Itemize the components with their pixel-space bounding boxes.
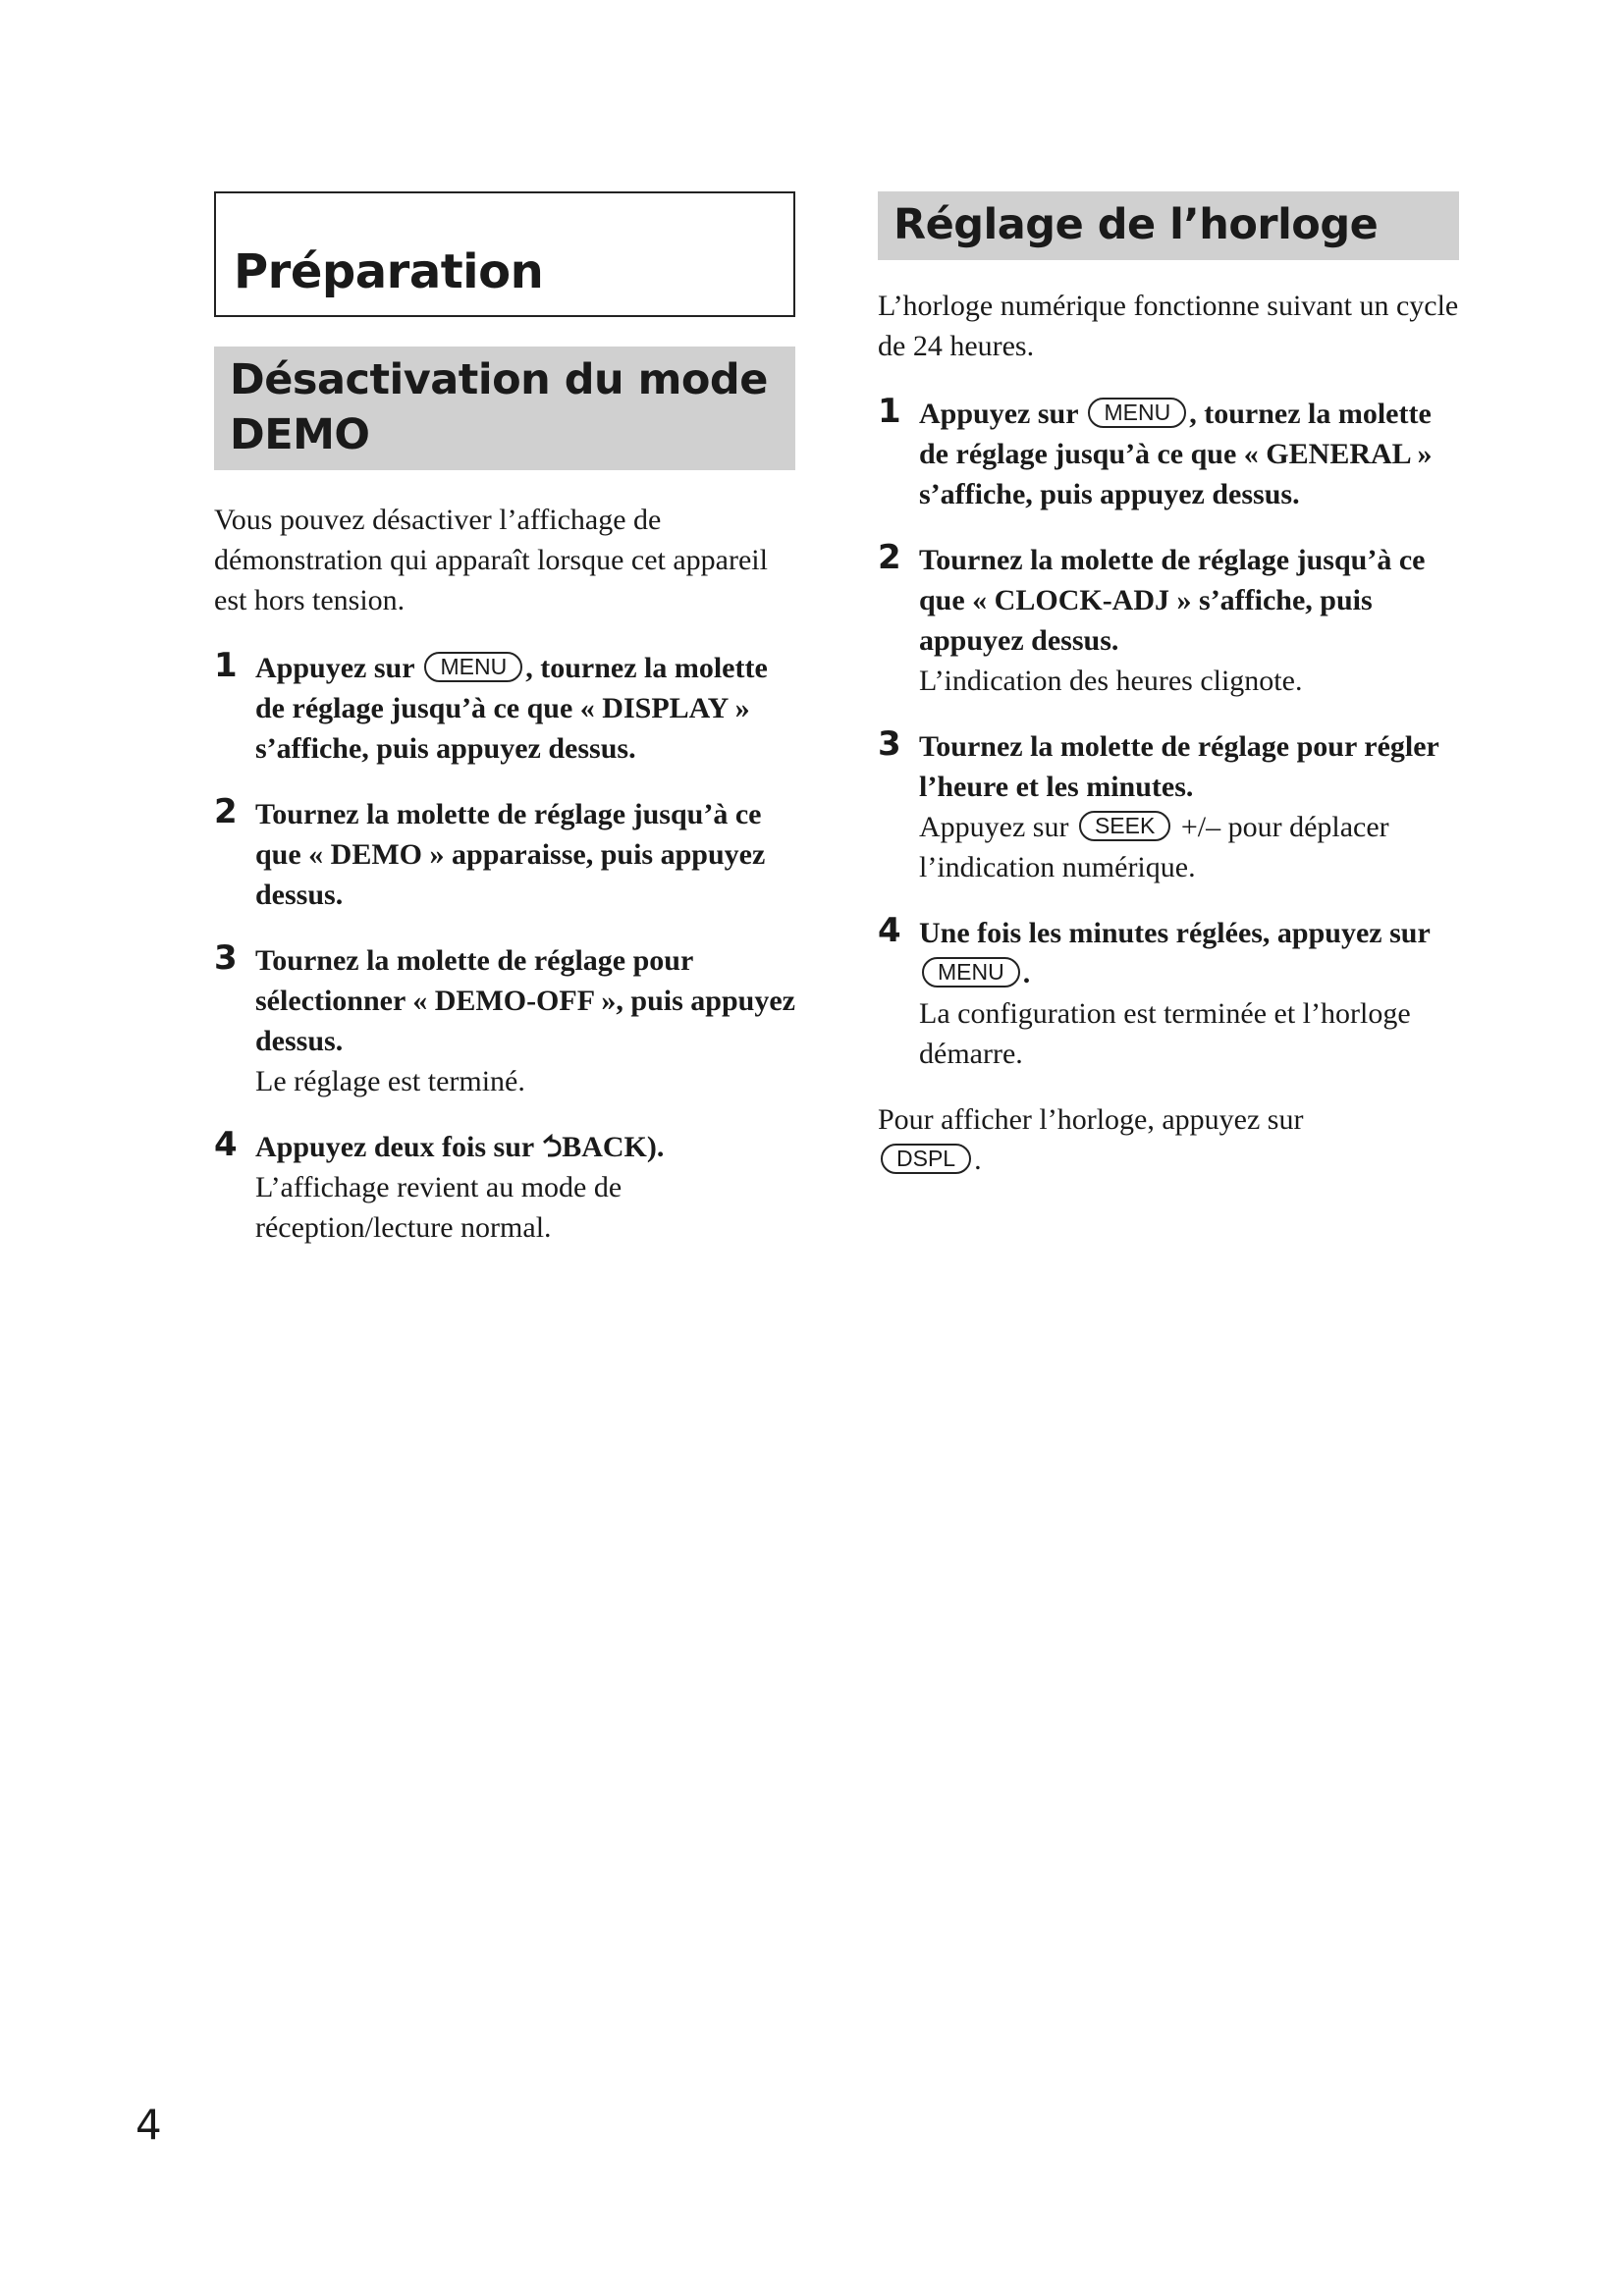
step-number: 1 xyxy=(878,392,901,431)
chapter-title: Préparation xyxy=(234,244,544,299)
menu-key-icon: MENU xyxy=(1088,398,1186,428)
step-item xyxy=(214,648,795,769)
left-column xyxy=(214,191,795,1273)
step-item xyxy=(878,540,1459,701)
step-number: 1 xyxy=(214,646,238,685)
step-instruction: Appuyez sur MENU , tournez la molette de réglage jusqu’à ce que « DISPLAY » s’affiche, puis appuyez dessus. xyxy=(255,652,768,765)
step-item xyxy=(214,1127,795,1248)
step-instruction: Tournez la molette de réglage jusqu’à ce que « DEMO » apparaisse, puis appuyez dessus. xyxy=(255,798,766,911)
section-heading-clock: Réglage de l’horloge xyxy=(878,191,1459,260)
page-number: 4 xyxy=(135,2101,162,2149)
step-item xyxy=(214,794,795,915)
step-instruction: Appuyez sur MENU , tournez la molette de réglage jusqu’à ce que « GENERAL » s’affiche, puis appuyez dessus. xyxy=(919,398,1433,510)
step-note: La configuration est terminée et l’horloge démarre. xyxy=(919,997,1411,1070)
menu-key-icon: MENU xyxy=(424,652,522,682)
step-number: 2 xyxy=(214,792,238,831)
step-number: 2 xyxy=(878,538,901,577)
step-number: 3 xyxy=(214,938,238,978)
back-icon xyxy=(540,1134,562,1159)
step-note: L’indication des heures clignote. xyxy=(919,665,1303,697)
step-instruction: Tournez la molette de réglage jusqu’à ce que « CLOCK-ADJ » s’affiche, puis appuyez dessus. xyxy=(919,544,1426,657)
menu-key-icon: MENU xyxy=(922,957,1020,988)
step-number: 4 xyxy=(878,911,901,950)
steps-demo xyxy=(214,648,795,1248)
step-number: 3 xyxy=(878,724,901,764)
intro-demo: Vous pouvez désactiver l’affichage de démonstration qui apparaît lorsque cet appareil est hors tension. xyxy=(214,504,768,616)
step-instruction: Une fois les minutes réglées, appuyez sur MENU . xyxy=(919,917,1431,989)
step-instruction: Appuyez deux fois sur BACK). xyxy=(255,1131,665,1163)
step-instruction: Tournez la molette de réglage pour sélectionner « DEMO-OFF », puis appuyez dessus. xyxy=(255,944,795,1057)
step-instruction: Tournez la molette de réglage pour régler l’heure et les minutes. xyxy=(919,730,1439,803)
step-note: Appuyez sur SEEK +/– pour déplacer l’indication numérique. xyxy=(919,811,1389,883)
step-item xyxy=(214,940,795,1101)
step-item xyxy=(878,726,1459,887)
step-number: 4 xyxy=(214,1125,238,1164)
right-column xyxy=(878,191,1459,1180)
step-item xyxy=(878,913,1459,1074)
step-note: Le réglage est terminé. xyxy=(255,1065,525,1097)
seek-key-icon: SEEK xyxy=(1079,811,1170,841)
step-note: L’affichage revient au mode de réception/lecture normal. xyxy=(255,1171,623,1244)
section-heading-demo: Désactivation du mode DEMO xyxy=(214,347,795,470)
step-item xyxy=(878,394,1459,514)
dspl-key-icon: DSPL xyxy=(881,1144,971,1174)
closing-note: Pour afficher l’horloge, appuyez sur DSPL . xyxy=(878,1103,1304,1176)
steps-clock xyxy=(878,394,1459,1074)
chapter-header-box xyxy=(214,191,795,317)
intro-clock: L’horloge numérique fonctionne suivant un cycle de 24 heures. xyxy=(878,290,1459,362)
